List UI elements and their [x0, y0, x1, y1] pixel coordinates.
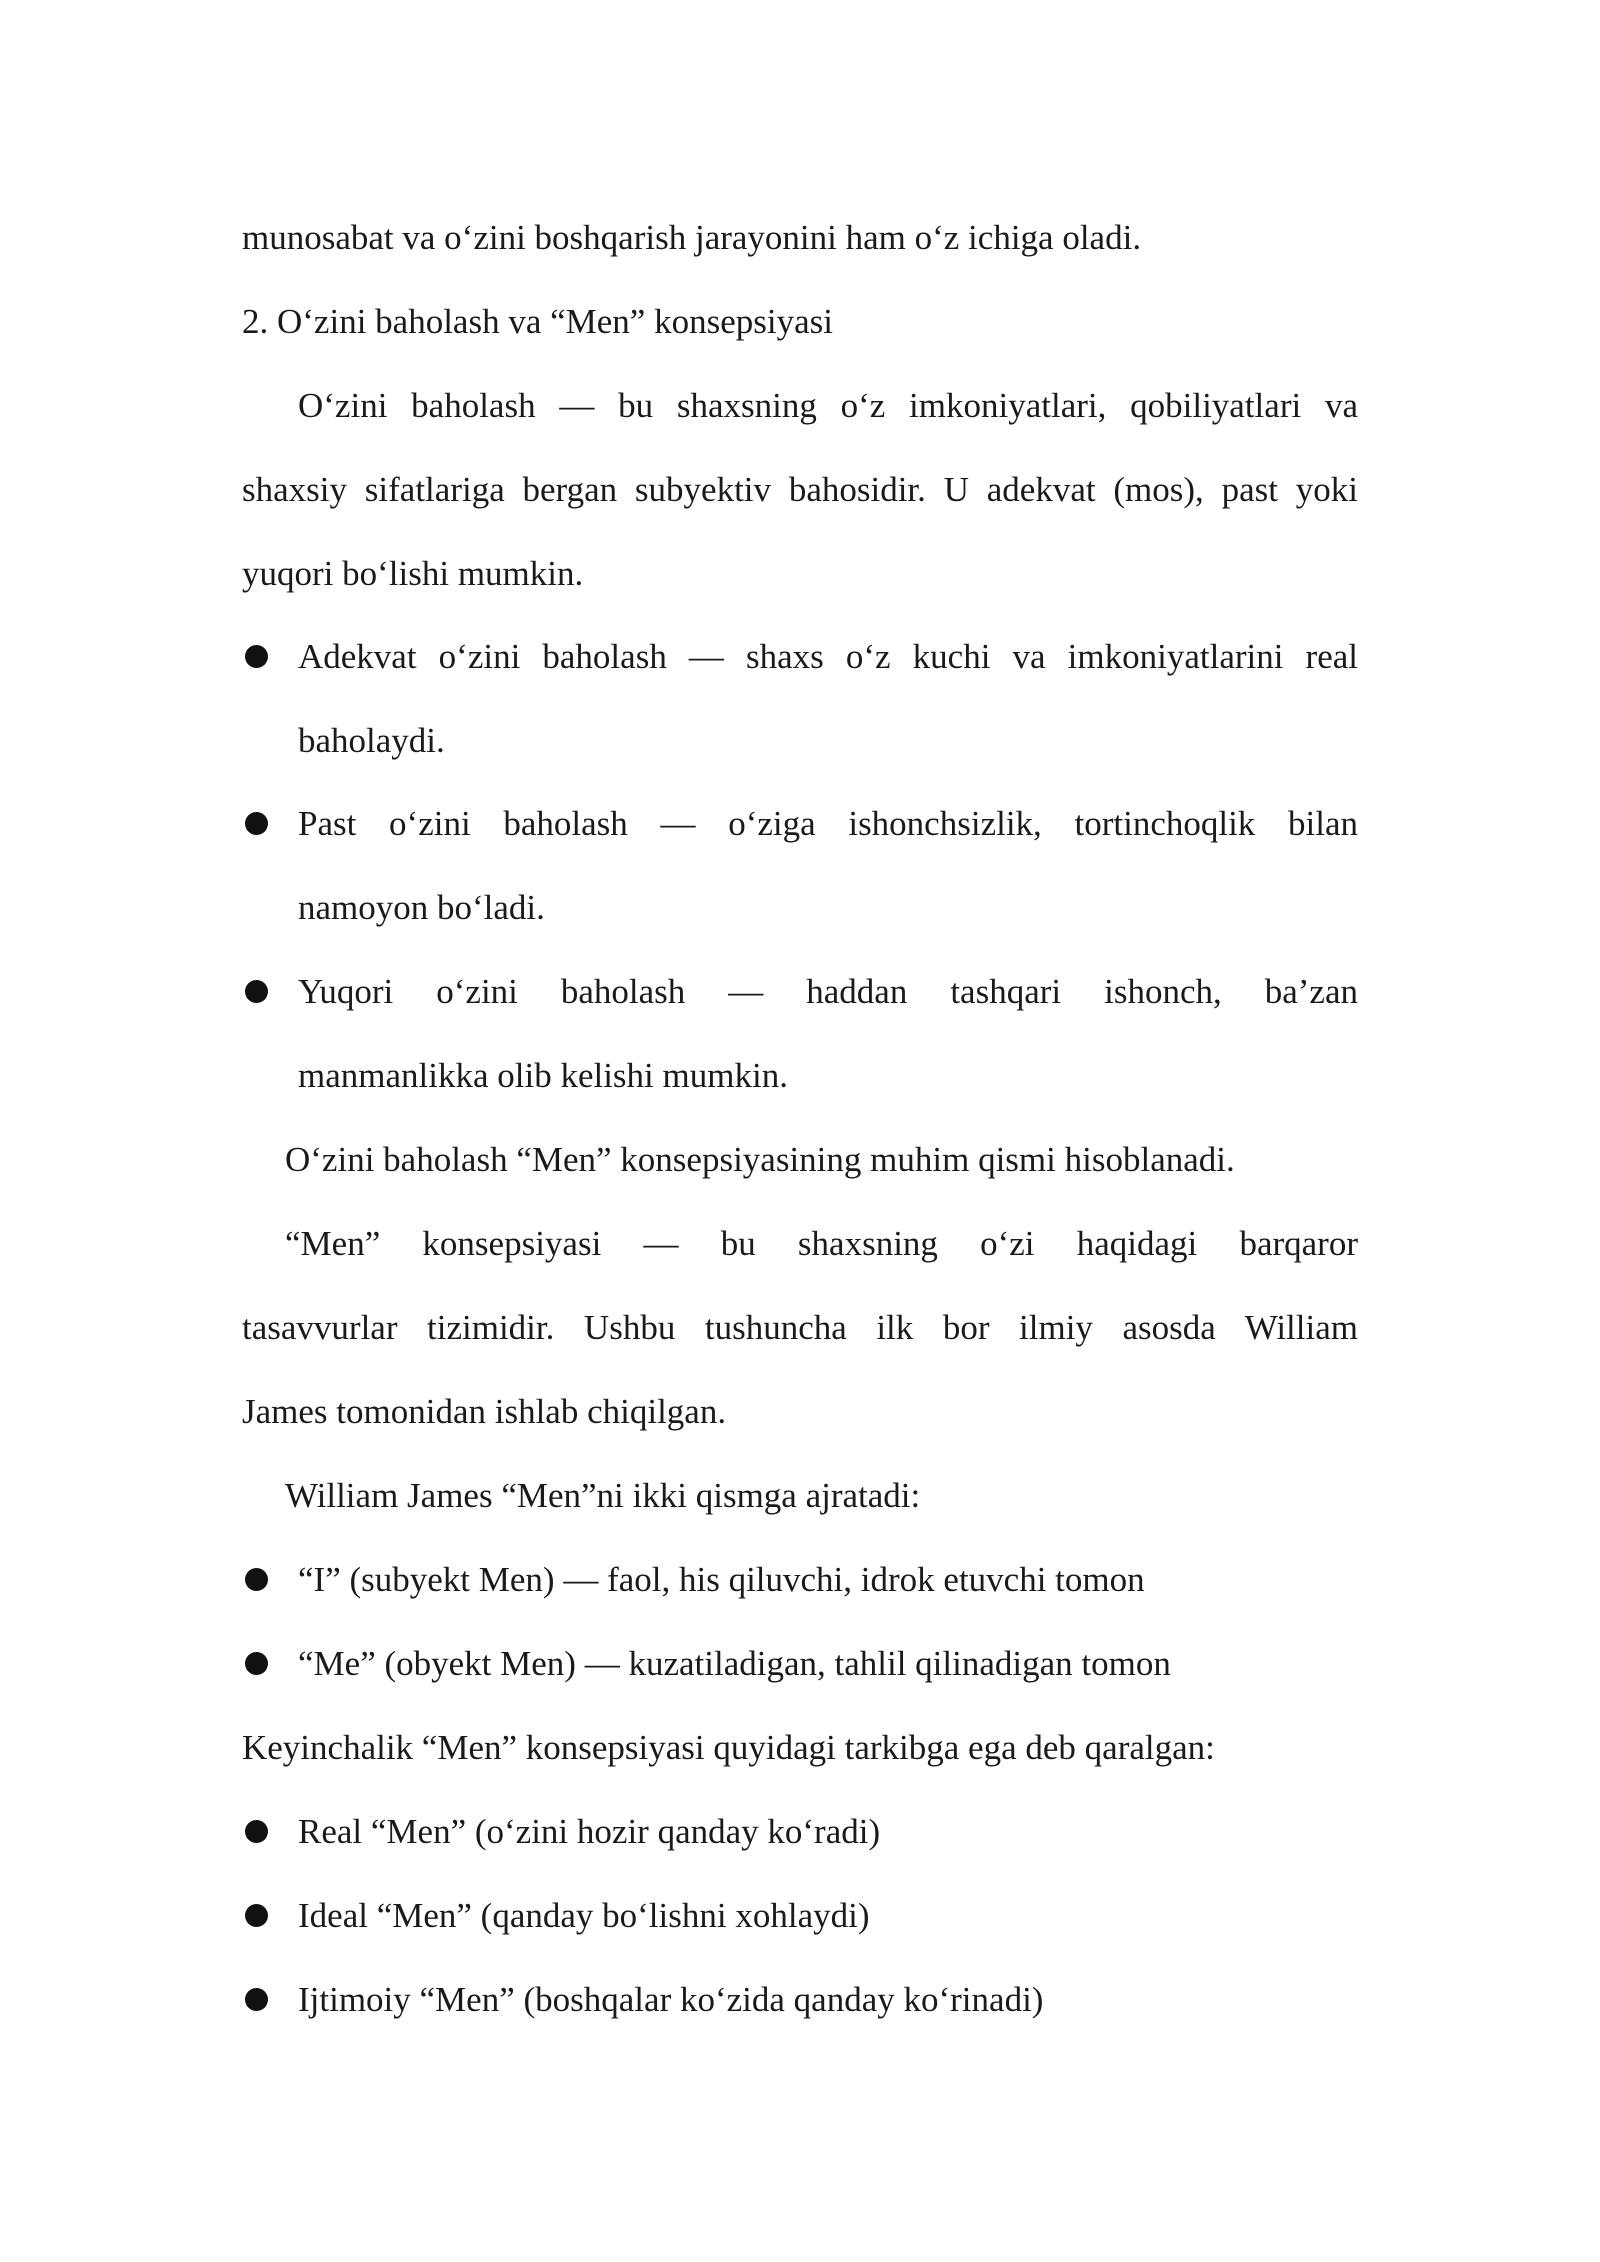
- bullet-icon: [245, 1904, 268, 1927]
- list-item: Ideal “Men” (qanday bo‘lishni xohlaydi): [298, 1896, 870, 1935]
- list-item-line: Yuqori o‘zini baholash — haddan tashqari ishonch, ba’zan: [298, 972, 1358, 1011]
- list-item-line: manmanlikka olib kelishi mumkin.: [298, 1056, 788, 1095]
- bullet-icon: [245, 645, 268, 668]
- intro-line: munosabat va o‘zini boshqarish jarayonini ham o‘z ichiga oladi.: [242, 218, 1142, 257]
- paragraph-line: James tomonidan ishlab chiqilgan.: [242, 1392, 727, 1431]
- bullet-icon: [245, 980, 268, 1003]
- section-heading: 2. O‘zini baholash va “Men” konsepsiyasi: [242, 302, 833, 341]
- paragraph-line: O‘zini baholash “Men” konsepsiyasining muhim qismi hisoblanadi.: [285, 1140, 1235, 1179]
- bullet-icon: [245, 1568, 268, 1591]
- list-item: Real “Men” (o‘zini hozir qanday ko‘radi): [298, 1812, 881, 1851]
- bullet-icon: [245, 1988, 268, 2011]
- paragraph-line: William James “Men”ni ikki qismga ajratadi:: [285, 1476, 921, 1515]
- bullet-icon: [245, 1820, 268, 1843]
- bullet-icon: [245, 812, 268, 835]
- paragraph-line: shaxsiy sifatlariga bergan subyektiv bahosidir. U adekvat (mos), past yoki: [242, 470, 1358, 509]
- list-item: “Me” (obyekt Men) — kuzatiladigan, tahlil qilinadigan tomon: [298, 1644, 1171, 1683]
- list-item-line: Adekvat o‘zini baholash — shaxs o‘z kuchi va imkoniyatlarini real: [298, 637, 1358, 676]
- list-item: “I” (subyekt Men) — faol, his qiluvchi, idrok etuvchi tomon: [298, 1560, 1145, 1599]
- paragraph-line: Keyinchalik “Men” konsepsiyasi quyidagi tarkibga ega deb qaralgan:: [242, 1728, 1215, 1767]
- paragraph-line: “Men” konsepsiyasi — bu shaxsning o‘zi haqidagi barqaror: [285, 1224, 1358, 1263]
- list-item: Ijtimoiy “Men” (boshqalar ko‘zida qanday ko‘rinadi): [298, 1980, 1044, 2019]
- list-item-line: namoyon bo‘ladi.: [298, 888, 545, 927]
- list-item-line: baholaydi.: [298, 721, 445, 760]
- bullet-icon: [245, 1652, 268, 1675]
- list-item-line: Past o‘zini baholash — o‘ziga ishonchsizlik, tortinchoqlik bilan: [298, 804, 1358, 843]
- paragraph-line: tasavvurlar tizimidir. Ushbu tushuncha ilk bor ilmiy asosda William: [242, 1308, 1358, 1347]
- paragraph-line: O‘zini baholash — bu shaxsning o‘z imkoniyatlari, qobiliyatlari va: [298, 386, 1358, 425]
- paragraph-line: yuqori bo‘lishi mumkin.: [242, 554, 584, 593]
